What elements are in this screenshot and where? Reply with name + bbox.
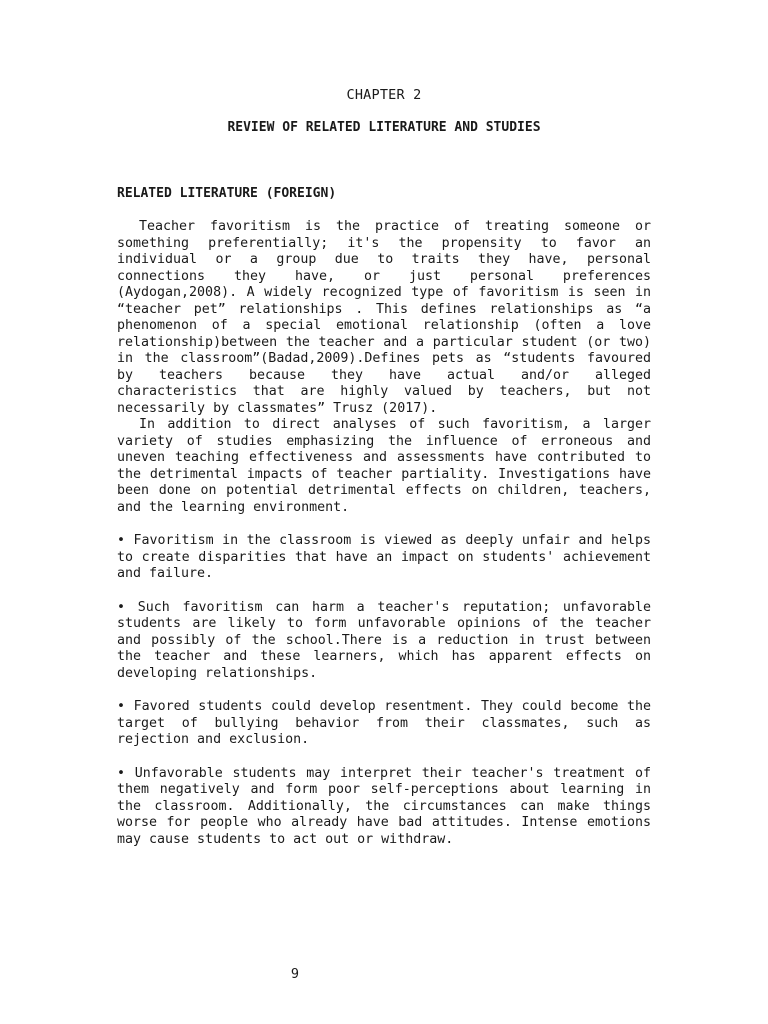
bullet-unfair: • Favoritism in the classroom is viewed as deeply unfair and helps to create disparities that have an impact on students' achievement and failure. <box>117 533 651 581</box>
bullet-reputation: • Such favoritism can harm a teacher's reputation; unfavorable students are likely to form unfavorable opinions of the teacher and possibly of the school.There is a reduction in trust between the teacher and these learners, which has apparent effects on developing relationships. <box>117 599 651 681</box>
page-number: 9 <box>290 966 300 982</box>
bullet-resentment: • Favored students could develop resentment. They could become the target of bullying behavior from their classmates, such as rejection and exclusion. <box>117 699 651 747</box>
section-heading: RELATED LITERATURE (FOREIGN) <box>117 186 337 201</box>
bullet-self-perception: • Unfavorable students may interpret their teacher's treatment of them negatively and form poor self-perceptions about learning in the classroom. Additionally, the circumstances can make things worse for people who already have bad attitudes. Intense emotions may cause students to act out or withdraw. <box>117 765 651 847</box>
chapter-title: REVIEW OF RELATED LITERATURE AND STUDIES <box>227 120 541 135</box>
chapter-label: CHAPTER 2 <box>346 87 422 103</box>
paragraph-intro: Teacher favoritism is the practice of treating someone or something preferentially; it's the propensity to favor an individual or a group due to traits they have, personal connections they have, or just personal preferences (Aydogan,2008). A widely recognized type of favoritism is seen in “teacher pet” relationships . This defines relationships as “a phenomenon of a special emotional relationship (often a love relationship)between the teacher and a particular student (or two) in the classroom”(Badad,2009).Defines pets as “students favoured by teachers because they have actual and/or alleged characteristics that are highly valued by teachers, but not necessarily by classmates” Trusz (2017). <box>117 219 651 416</box>
paragraph-studies: In addition to direct analyses of such favoritism, a larger variety of studies emphasizing the influence of erroneous and uneven teaching effectiveness and assessments have contributed to the detrimental impacts of teacher partiality. Investigations have been done on potential detrimental effects on children, teachers, and the learning environment. <box>117 417 651 515</box>
body-text <box>117 219 651 848</box>
